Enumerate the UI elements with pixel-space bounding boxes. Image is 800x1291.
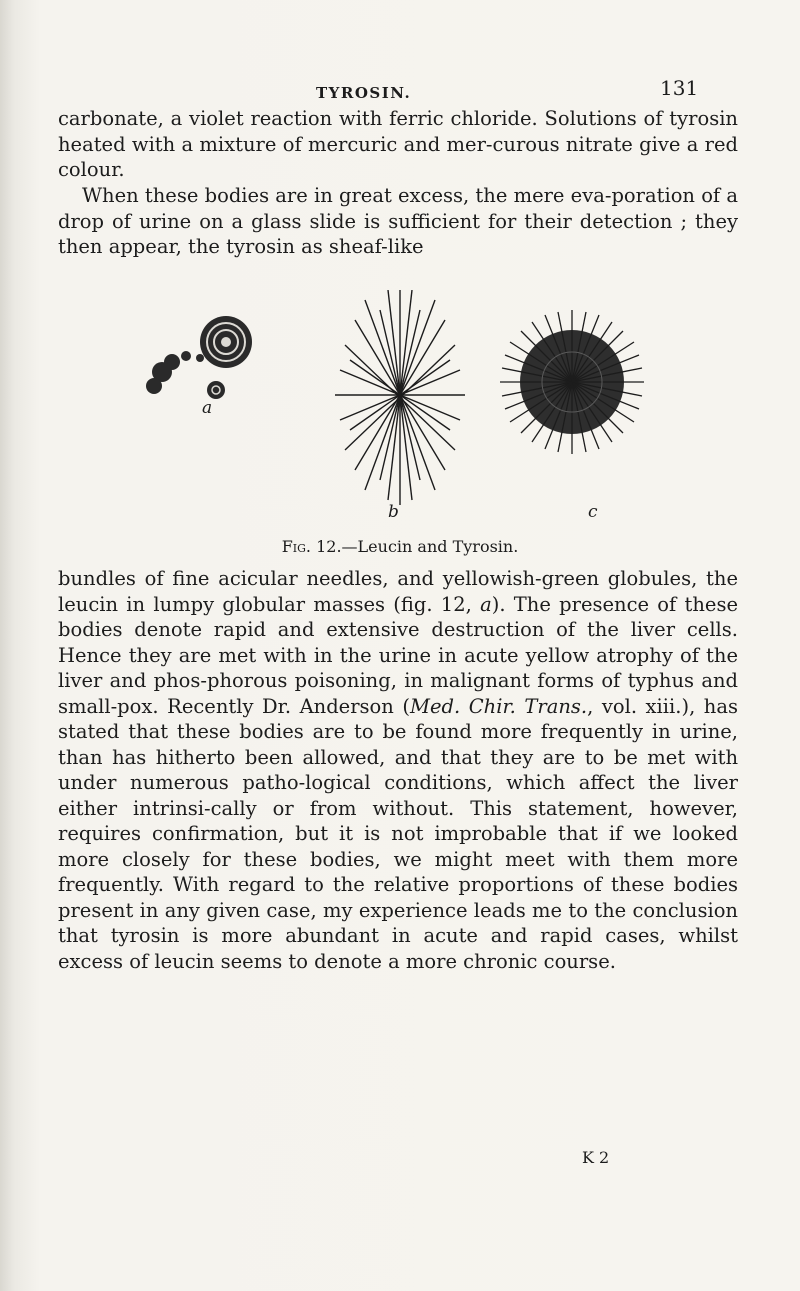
page-number: 131 xyxy=(660,76,699,100)
tyrosin-sheaf xyxy=(335,290,465,505)
leucin-tyrosin-illustration xyxy=(140,290,660,530)
paragraph-3-part-2: ). The presence of these bodies denote rapid and extensive destruction of the liver cells. Hence they are met with in the urine in acute yellow atrophy of the liver and phos-phorous poisoning, in malignant forms of typhus and small-pox. Recently Dr. Anderson ( xyxy=(58,592,738,718)
journal-citation: Med. Chir. Trans. xyxy=(410,694,588,718)
figure-caption-text: —Leucin and Tyrosin. xyxy=(341,537,519,556)
paragraph-2: When these bodies are in great excess, the mere eva-poration of a drop of urine on a glass slide is sufficient for their detection ; they then appear, the tyrosin as sheaf-like xyxy=(58,184,738,258)
signature-mark: K 2 xyxy=(582,1148,610,1167)
figure-label-a: a xyxy=(202,398,213,418)
leucin-globules xyxy=(146,316,252,399)
paragraph-3-part-1: bundles of fine acicular needles, and yellowish-green globules, the leucin in lumpy globular masses (fig. 12, xyxy=(58,567,738,616)
figure-caption-prefix: Fig. 12. xyxy=(281,537,342,556)
figure-reference: a xyxy=(480,592,492,616)
figure-12 xyxy=(140,290,660,530)
paragraph-3-part-3: , vol. xiii.), has stated that these bodies are to be found more frequently in urine, than has hitherto been allowed, and that they are to be met with under numerous patho-logical conditions, which affect the liver either intrinsi-cally or from without. This statement, however, requires confirmation, but it is not improbable that if we looked more closely for these bodies, we might meet with them more frequently. With regard to the relative proportions of these bodies present in any given case, my experience leads me to the conclusion that tyrosin is more abundant in acute and rapid cases, whilst excess of leucin seems to denote a more chronic course. xyxy=(58,694,739,973)
paragraph-3 xyxy=(58,566,738,974)
paragraph-1: carbonate, a violet reaction with ferric chloride. Solutions of tyrosin heated with a mixture of mercuric and mer-curous nitrate give a red colour. xyxy=(58,107,738,181)
tyrosin-radiating-cluster xyxy=(500,310,644,454)
figure-label-c: c xyxy=(588,502,598,522)
running-head: TYROSIN. xyxy=(316,84,412,102)
figure-caption xyxy=(0,537,800,556)
figure-label-b: b xyxy=(388,502,399,522)
